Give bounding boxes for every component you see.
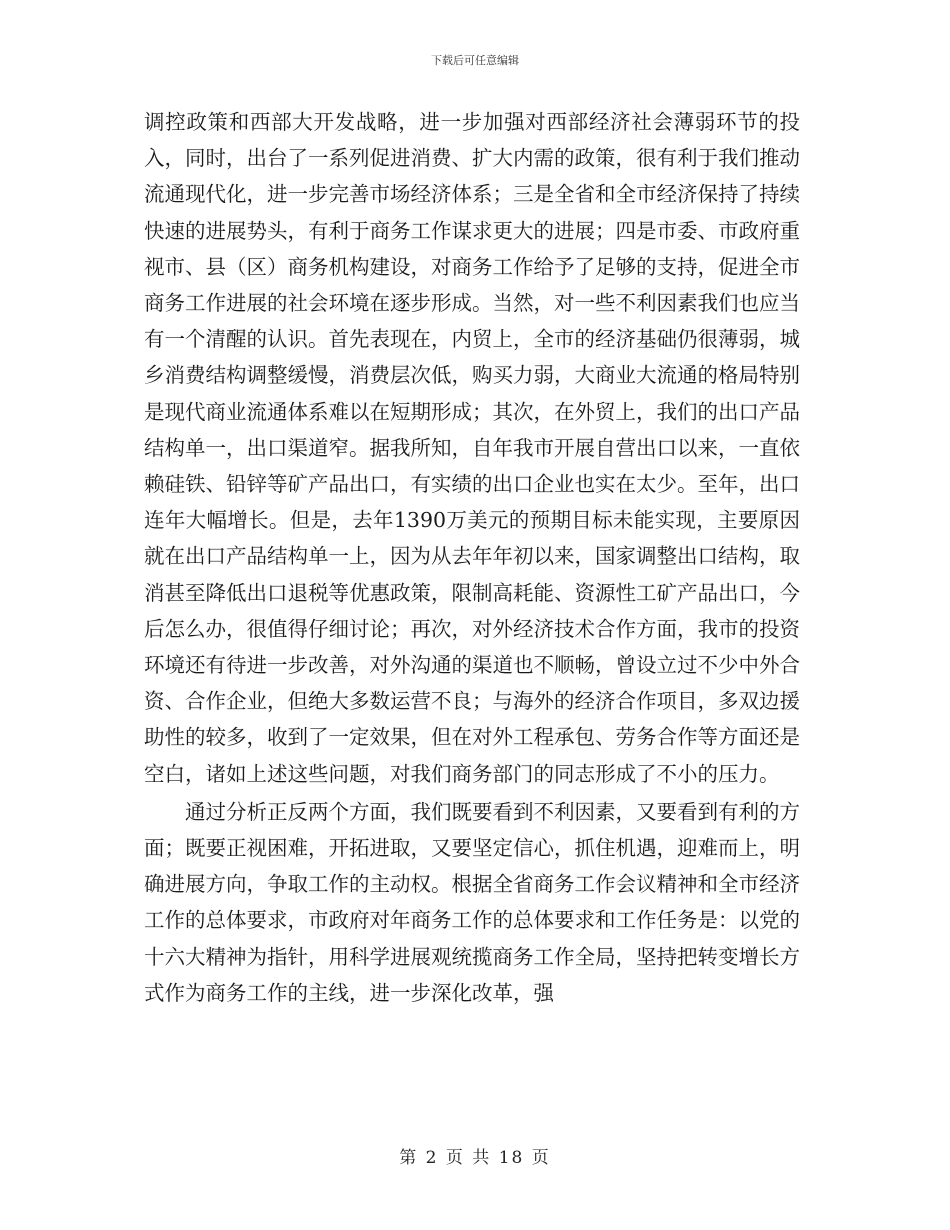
page-label-mid: 页 共 xyxy=(445,1148,492,1168)
page-label-suffix: 页 xyxy=(531,1148,551,1168)
total-pages-number: 18 xyxy=(498,1148,525,1168)
document-body xyxy=(144,104,800,1011)
header-note: 下载后可任意编辑 xyxy=(431,54,519,67)
body-paragraph-continued: 调控政策和西部大开发战略，进一步加强对西部经济社会薄弱环节的投入，同时，出台了一系列促进消费、扩大内需的政策，很有利于我们推动流通现代化，进一步完善市场经济体系；三是全省和全市经济保持了持续快速的进展势头，有利于商务工作谋求更大的进展；四是市委、市政府重视市、县（区）商务机构建设，对商务工作给予了足够的支持，促进全市商务工作进展的社会环境在逐步形成。当然，对一些不利因素我们也应当有一个清醒的认识。首先表现在，内贸上，全市的经济基础仍很薄弱，城乡消费结构调整缓慢，消费层次低，购买力弱，大商业大流通的格局特别是现代商业流通体系难以在短期形成；其次，在外贸上，我们的出口产品结构单一，出口渠道窄。据我所知，自年我市开展自营出口以来，一直依赖硅铁、铅锌等矿产品出口，有实绩的出口企业也实在太少。至年，出口连年大幅增长。但是，去年1390万美元的预期目标未能实现，主要原因就在出口产品结构单一上，因为从去年年初以来，国家调整出口结构，取消甚至降低出口退税等优惠政策，限制高耗能、资源性工矿产品出口，今后怎么办，很值得仔细讨论；再次，对外经济技术合作方面，我市的投资环境还有待进一步改善，对外沟通的渠道也不顺畅，曾设立过不少中外合资、合作企业，但绝大多数运营不良；与海外的经济合作项目，多双边援助性的较多，收到了一定效果，但在对外工程承包、劳务合作等方面还是空白，诸如上述这些问题，对我们商务部门的同志形成了不小的压力。 xyxy=(144,110,800,786)
current-page-number: 2 xyxy=(425,1148,439,1168)
page-footer xyxy=(0,1147,950,1169)
body-paragraph: 通过分析正反两个方面，我们既要看到不利因素，又要看到有利的方面；既要正视困难，开拓进取，又要坚定信心，抓住机遇，迎难而上，明确进展方向，争取工作的主动权。根据全省商务工作会议精神和全市经济工作的总体要求，市政府对年商务工作的总体要求和工作任务是：以党的十六大精神为指针，用科学进展观统揽商务工作全局，坚持把转变增长方式作为商务工作的主线，进一步深化改革，强 xyxy=(144,799,800,1005)
page-label-prefix: 第 xyxy=(399,1148,419,1168)
page-header xyxy=(0,54,950,68)
